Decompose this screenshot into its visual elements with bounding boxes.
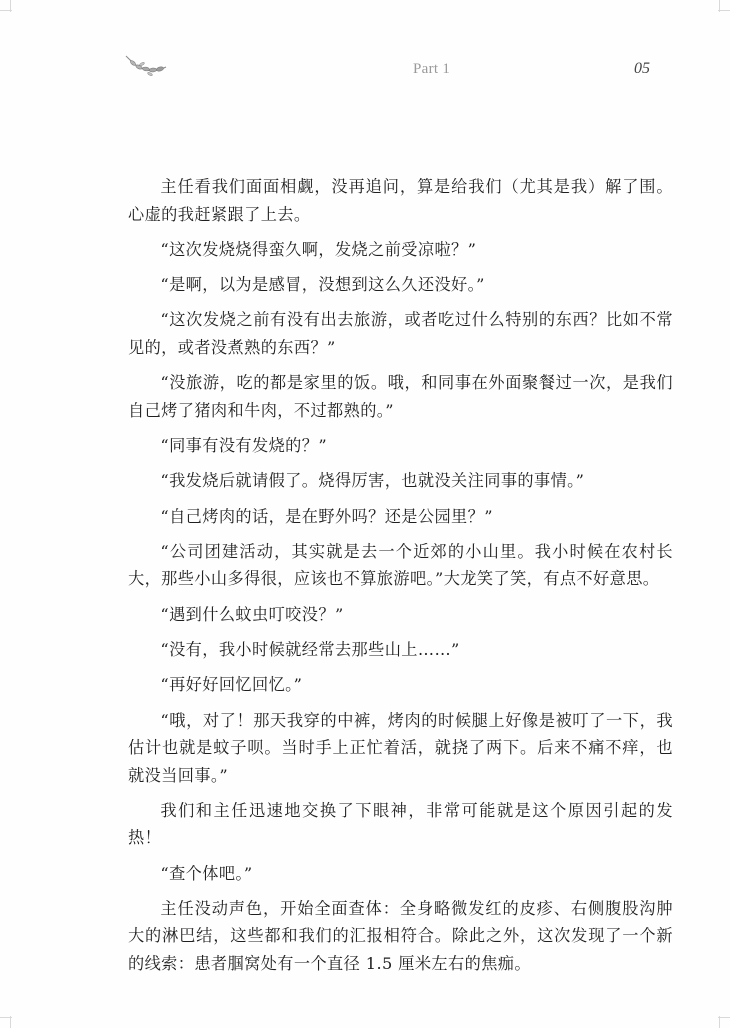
paragraph: “遇到什么蚊虫叮咬没？” <box>160 604 344 624</box>
paragraph: “同事有没有发烧的？” <box>160 435 328 455</box>
paragraph: “公司团建活动，其实就是去一个近郊的小山里。我小时候在农村长大，那些小山多得很，应该也不算旅游吧。”大龙笑了笑，有点不好意思。 <box>128 541 673 589</box>
crop-mark <box>719 0 720 12</box>
paragraph: “自己烤肉的话，是在野外吗？还是公园里？” <box>160 506 493 526</box>
running-header-part: Part 1 <box>413 61 451 77</box>
paragraph: 我们和主任迅速地交换了下眼神，非常可能就是这个原因引起的发热！ <box>128 800 673 848</box>
paragraph: “这次发烧之前有没有出去旅游，或者吃过什么特别的东西？比如不常见的，或者没煮熟的东西？” <box>128 310 673 357</box>
paragraph: 主任没动声色，开始全面查体：全身略微发红的皮疹、右侧腹股沟肿大的淋巴结，这些都和我们的汇报相符合。除此之外，这次发现了一个新的线索：患者腘窝处有一个直径 1.5 厘米左右的焦痂。 <box>128 898 673 973</box>
paragraph: 主任看我们面面相觑，没再追问，算是给我们（尤其是我）解了围。心虚的我赶紧跟了上去。 <box>128 177 673 224</box>
paragraph: “我发烧后就请假了。烧得厉害，也就没关注同事的事情。” <box>160 471 585 491</box>
paragraph: “查个体吧。” <box>160 863 253 883</box>
crop-mark <box>719 1016 720 1028</box>
crop-mark <box>10 0 11 12</box>
paragraph: “没旅游，吃的都是家里的饭。哦，和同事在外面聚餐过一次，是我们自己烤了猪肉和牛肉，不过都熟的。” <box>128 373 673 420</box>
paragraph: “再好好回忆回忆。” <box>160 675 303 695</box>
crop-mark <box>10 1016 11 1028</box>
paragraph: “这次发烧烧得蛮久啊，发烧之前受凉啦？” <box>160 239 477 259</box>
page-number: 05 <box>634 60 650 77</box>
paragraph: “没有，我小时候就经常去那些山上……” <box>160 639 460 659</box>
paragraph: “是啊，以为是感冒，没想到这么久还没好。” <box>160 275 485 295</box>
paragraph: “哦，对了！那天我穿的中裤，烤肉的时候腿上好像是被叮了一下，我估计也就是蚊子呗。当时手上正忙着活，就挠了两下。后来不痛不痒，也就没当回事。” <box>128 710 673 785</box>
body-text <box>128 173 673 985</box>
leaf-vine-ornament-icon <box>124 50 168 80</box>
